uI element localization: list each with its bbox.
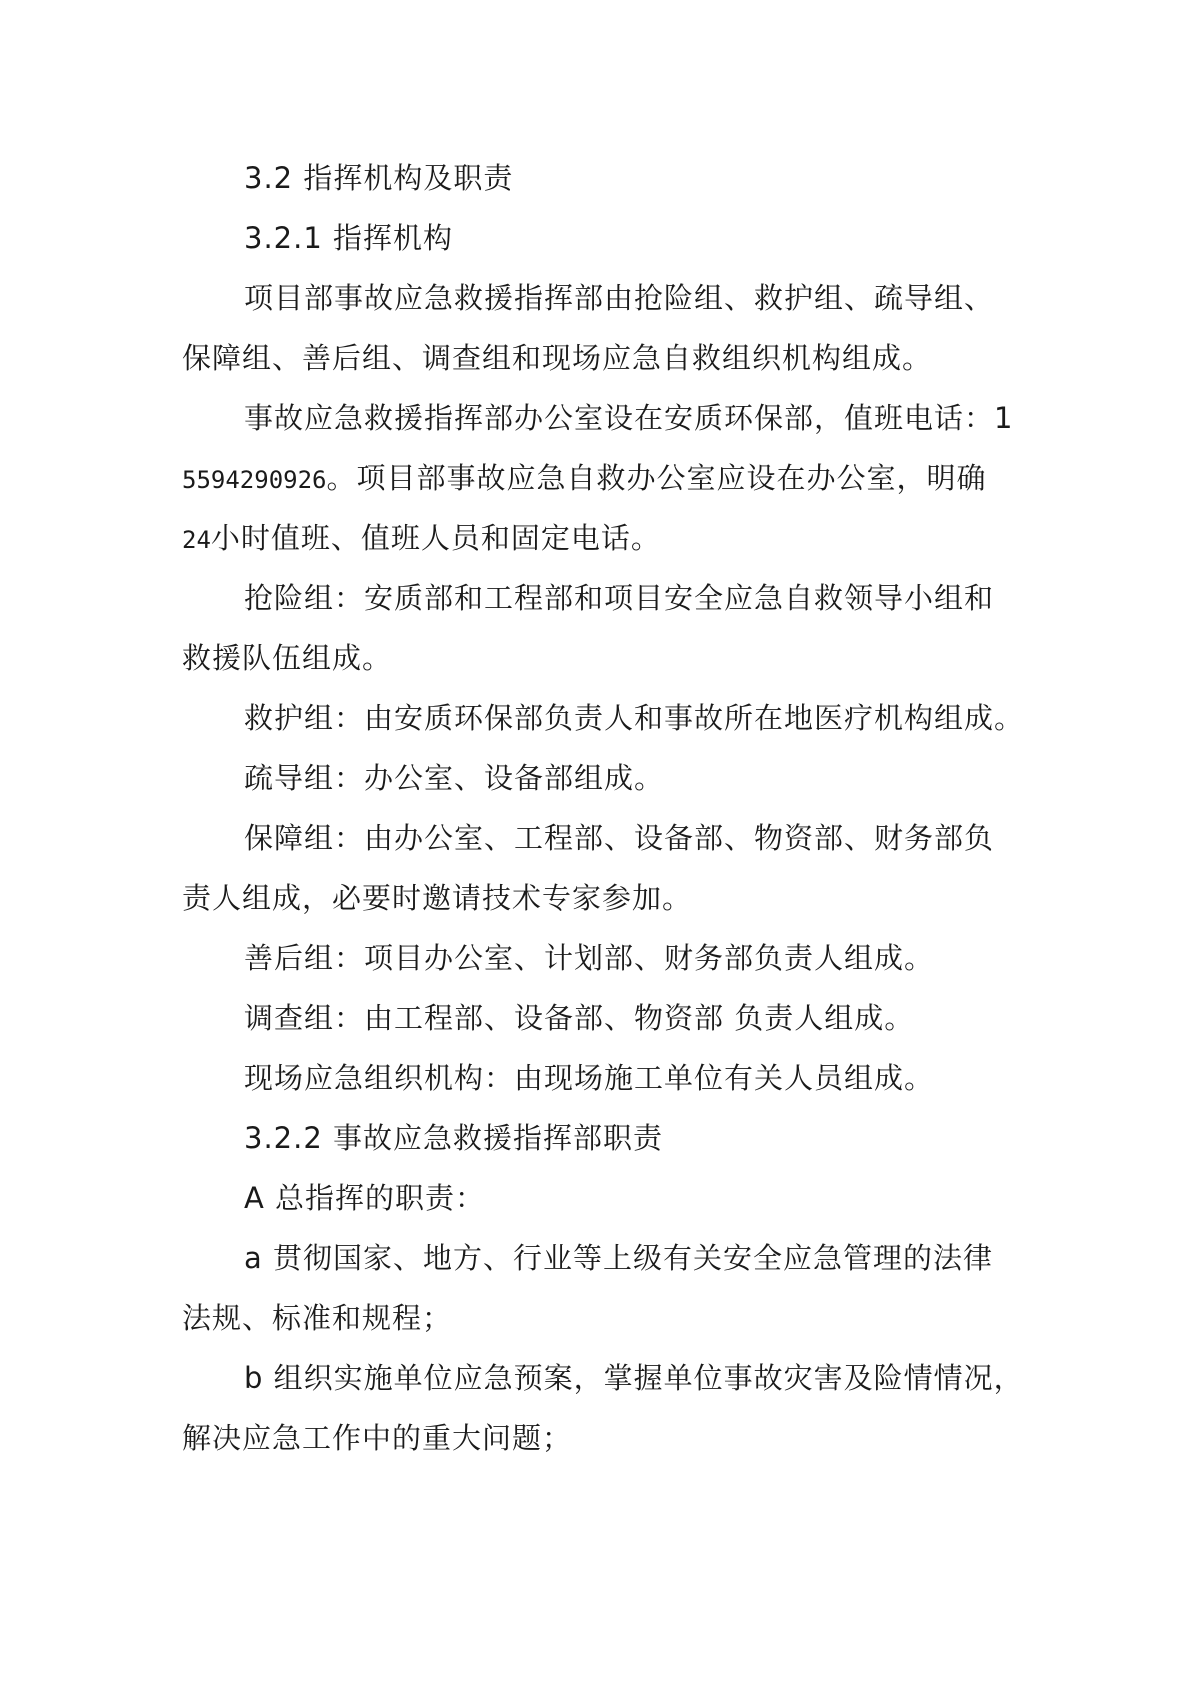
list-item-a-continued: 法规、标准和规程； bbox=[182, 1301, 453, 1335]
section-heading-3-2-2: 3.2.2 事故应急救援指挥部职责 bbox=[244, 1121, 664, 1155]
subsection-heading-a: A 总指挥的职责： bbox=[244, 1181, 486, 1215]
list-item-b-continued: 解决应急工作中的重大问题； bbox=[182, 1421, 573, 1455]
paragraph-text: 责人组成，必要时邀请技术专家参加。 bbox=[182, 881, 693, 915]
paragraph-text bbox=[182, 458, 987, 500]
phone-number-text: 5594290926 bbox=[182, 466, 327, 494]
paragraph-text: 事故应急救援指挥部办公室设在安质环保部，值班电话：1 bbox=[244, 401, 1014, 435]
paragraph-text: 疏导组：办公室、设备部组成。 bbox=[244, 761, 665, 795]
paragraph-text: 现场应急组织机构：由现场施工单位有关人员组成。 bbox=[244, 1061, 935, 1095]
section-heading-3-2-1: 3.2.1 指挥机构 bbox=[244, 221, 454, 255]
list-item-a: a 贯彻国家、地方、行业等上级有关安全应急管理的法律 bbox=[244, 1241, 993, 1275]
paragraph-text bbox=[182, 518, 661, 560]
section-heading-3-2: 3.2 指挥机构及职责 bbox=[244, 161, 514, 195]
paragraph-text-segment: 。项目部事故应急自救办公室应设在办公室，明确 bbox=[326, 461, 987, 495]
paragraph-text: 救援队伍组成。 bbox=[182, 641, 393, 675]
paragraph-text: 善后组：项目办公室、计划部、财务部负责人组成。 bbox=[244, 941, 935, 975]
paragraph-text: 保障组、善后组、调查组和现场应急自救组织机构组成。 bbox=[182, 341, 933, 375]
paragraph-text: 救护组：由安质环保部负责人和事故所在地医疗机构组成。 bbox=[244, 701, 1025, 735]
paragraph-text: 调查组：由工程部、设备部、物资部 负责人组成。 bbox=[244, 1001, 915, 1035]
paragraph-text: 抢险组：安质部和工程部和项目安全应急自救领导小组和 bbox=[244, 581, 995, 615]
paragraph-text: 项目部事故应急救援指挥部由抢险组、救护组、疏导组、 bbox=[244, 281, 995, 315]
paragraph-text-segment: 小时值班、值班人员和固定电话。 bbox=[210, 521, 661, 555]
list-item-b: b 组织实施单位应急预案，掌握单位事故灾害及险情情况， bbox=[244, 1361, 1024, 1395]
hours-number-text: 24 bbox=[182, 526, 211, 554]
paragraph-text: 保障组：由办公室、工程部、设备部、物资部、财务部负 bbox=[244, 821, 995, 855]
